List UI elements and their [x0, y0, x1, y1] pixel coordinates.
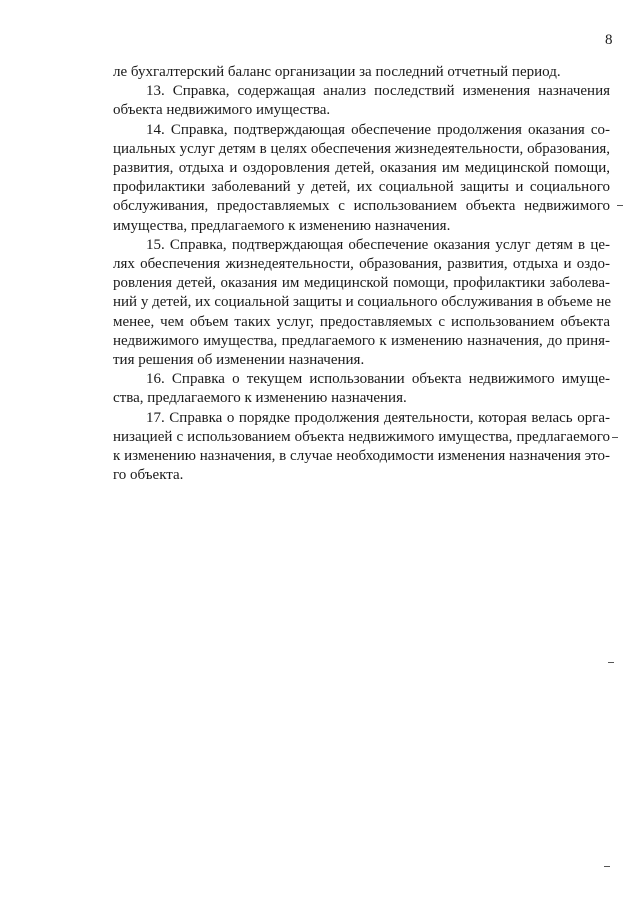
scan-mark [604, 866, 610, 867]
scan-mark [617, 205, 623, 206]
scan-mark [612, 437, 618, 438]
document-body [113, 63, 610, 485]
text-line: объекта недвижимого имущества. [113, 102, 331, 119]
page-number: 8 [605, 32, 613, 48]
text-line: недвижимого имущества, предлагаемого к изменению назначения, до приня- [113, 332, 610, 349]
text-line: 13. Справка, содержащая анализ последствий изменения назначения [146, 83, 610, 100]
text-line: развития, отдыха и оздоровления детей, оказания им медицинской помощи, [113, 160, 610, 177]
text-line: ле бухгалтерский баланс организации за последний отчетный период. [113, 64, 561, 80]
text-line: низацией с использованием объекта недвижимого имущества, предлагаемого [113, 428, 610, 445]
text-line: менее, чем объем таких услуг, предоставляемых с использованием объекта [113, 313, 610, 330]
text-line: ний у детей, их социальной защиты и социального обслуживания в объеме не [113, 294, 612, 311]
text-line: ровления детей, оказания им медицинской помощи, профилактики заболева- [113, 275, 610, 292]
scan-mark [608, 662, 614, 663]
text-line: лях обеспечения жизнедеятельности, образования, развития, отдыха и оздо- [113, 256, 610, 273]
text-line: ства, предлагаемого к изменению назначения. [113, 390, 407, 407]
text-line: 15. Справка, подтверждающая обеспечение оказания услуг детям в це- [146, 236, 610, 253]
text-line: имущества, предлагаемого к изменению назначения. [113, 217, 451, 234]
text-line: профилактики заболеваний у детей, их социальной защиты и социального [113, 179, 610, 196]
text-line: тия решения об изменении назначения. [113, 352, 365, 369]
text-line: го объекта. [113, 467, 184, 484]
text-line: циальных услуг детям в целях обеспечения жизнедеятельности, образования, [113, 140, 610, 157]
text-line: 14. Справка, подтверждающая обеспечение продолжения оказания со- [146, 121, 610, 138]
text-line: к изменению назначения, в случае необходимости изменения назначения это- [113, 448, 610, 465]
text-line: 16. Справка о текущем использовании объекта недвижимого имуще- [146, 371, 610, 388]
text-line: обслуживания, предоставляемых с использованием объекта недвижимого [113, 198, 610, 215]
text-line: 17. Справка о порядке продолжения деятельности, которая велась орга- [146, 409, 610, 426]
